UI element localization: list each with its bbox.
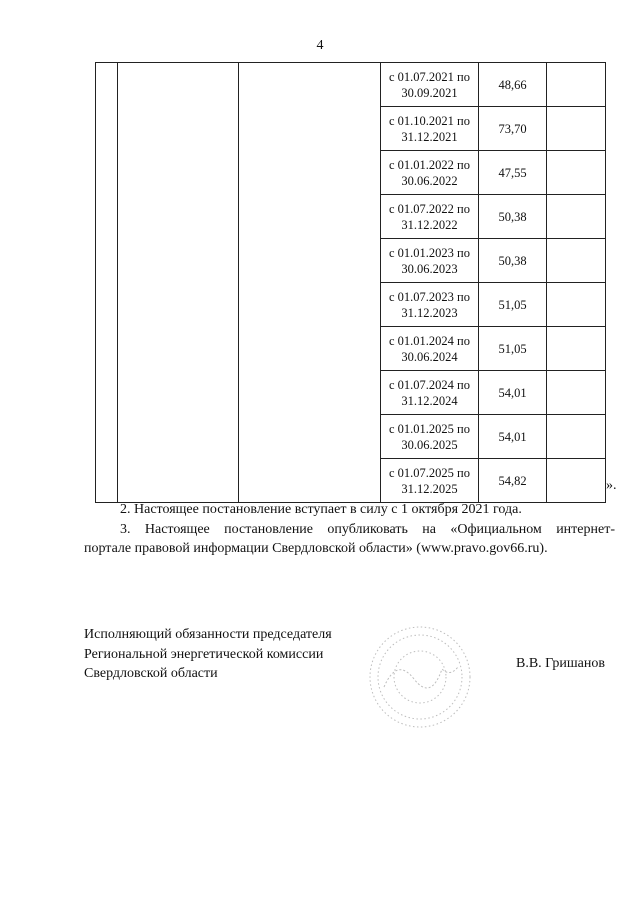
stamp-seal [362,617,480,729]
empty-cell [547,107,606,151]
merged-cell-3 [239,63,381,503]
paragraph-2: 2. Настоящее постановление вступает в силу с 1 октября 2021 года. [120,502,522,517]
period-cell: с 01.07.2024 по 31.12.2024 [381,371,479,415]
empty-cell [547,63,606,107]
empty-cell [547,151,606,195]
period-cell: с 01.07.2022 по 31.12.2022 [381,195,479,239]
value-cell: 50,38 [479,195,547,239]
period-cell: с 01.07.2021 по 30.09.2021 [381,63,479,107]
tariff-table [95,62,606,503]
signatory-name: В.В. Гришанов [516,656,605,671]
value-cell: 54,01 [479,415,547,459]
signatory-title [84,625,332,684]
period-cell: с 01.10.2021 по 31.12.2021 [381,107,479,151]
closing-quote: ». [606,478,617,493]
value-cell: 73,70 [479,107,547,151]
value-cell: 47,55 [479,151,547,195]
empty-cell [547,327,606,371]
signatory-title-line-2: Региональной энергетической комиссии [84,646,324,662]
value-cell: 54,01 [479,371,547,415]
period-cell: с 01.01.2025 по 30.06.2025 [381,415,479,459]
empty-cell [547,283,606,327]
merged-cell-1 [96,63,118,503]
period-cell: с 01.01.2023 по 30.06.2023 [381,239,479,283]
merged-cell-2 [118,63,239,503]
period-cell: с 01.07.2023 по 31.12.2023 [381,283,479,327]
signatory-title-line-1: Исполняющий обязанности председателя [84,627,332,642]
value-cell: 48,66 [479,63,547,107]
page-number: 4 [316,38,324,53]
empty-cell [547,371,606,415]
empty-cell [547,459,606,503]
value-cell: 54,82 [479,459,547,503]
period-cell: с 01.01.2024 по 30.06.2024 [381,327,479,371]
paragraph-3-line-2: портале правовой информации Свердловской области» (www.pravo.gov66.ru). [84,541,548,556]
table-row [96,63,606,107]
value-cell: 50,38 [479,239,547,283]
value-cell: 51,05 [479,283,547,327]
empty-cell [547,415,606,459]
value-cell: 51,05 [479,327,547,371]
empty-cell [547,195,606,239]
period-cell: с 01.01.2022 по 30.06.2022 [381,151,479,195]
empty-cell [547,239,606,283]
signatory-title-line-3: Свердловской области [84,666,218,681]
period-cell: с 01.07.2025 по 31.12.2025 [381,459,479,503]
paragraph-3-line-1: 3. Настоящее постановление опубликовать на «Официальном интернет- [120,522,615,537]
